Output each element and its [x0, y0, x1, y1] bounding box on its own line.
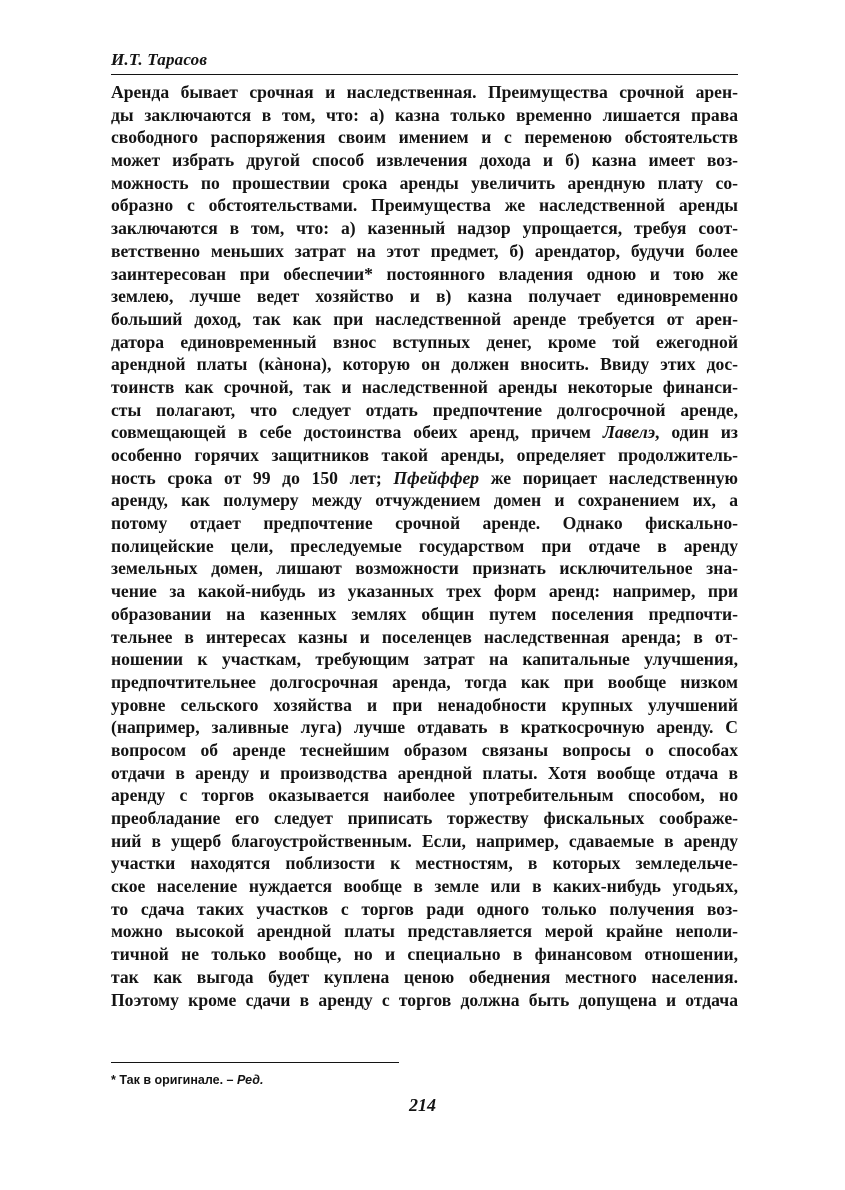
text-line: тоинств как срочной, так и наследственной аренды некоторые финанси- [111, 376, 738, 397]
text-line: ний в ущерб благоустройственным. Если, например, сдаваемые в аренду [111, 830, 738, 851]
footnote-editor: Ред. [236, 1073, 264, 1087]
text-line: сты полагают, что следует отдать предпочтение долгосрочной аренде, [111, 399, 738, 420]
text-line: ношении к участкам, требующим затрат на капитальные улучшения, [111, 649, 738, 670]
italic-name: Лавелэ [602, 422, 656, 443]
text-line: заинтересован при обеспечии* постоянного владения одною и тою же [111, 263, 738, 284]
text-line: датора единовременный взнос вступных денег, кроме той ежегодной [111, 331, 738, 352]
text-line: (например, заливные луга) лучше отдавать в краткосрочную аренду. С [111, 717, 738, 738]
text-line: особенно горячих защитников такой аренды, определяет продолжитель- [111, 445, 738, 465]
page-number: 214 [409, 1095, 436, 1115]
text-line: потому отдает предпочтение срочной аренде. Однако фискально- [111, 513, 738, 534]
text-line: заключаются в том, что: а) казенный надзор упрощается, требуя соот- [111, 218, 738, 239]
text-line: образовании на казенных землях общин путем поселения предпочти- [111, 603, 738, 624]
text-line: образно с обстоятельствами. Преимущества же наследственной аренды [111, 195, 738, 216]
text-line: ность срока от 99 до 150 лет; Пфейффер же порицает наследственную [111, 467, 739, 488]
text-line: можность по прошествии срока аренды увеличить арендную плату со- [111, 172, 738, 193]
footnote-rule [111, 1062, 399, 1063]
header-rule [111, 74, 738, 75]
text-line: земельных домен, лишают возможности признать исключительное зна- [111, 558, 738, 579]
text-line: то сдача таких участков с торгов ради одного только получения воз- [111, 898, 738, 919]
text-line: можно высокой арендной платы представляется мерой крайне неполи- [111, 921, 738, 942]
italic-name: Пфейффер [393, 467, 480, 488]
text-line: больший доход, так как при наследственной аренде требуется от арен- [111, 308, 738, 329]
text-line: свободного распоряжения своим имением и с переменою обстоятельств [111, 127, 738, 148]
text-line: предпочтительнее долгосрочная аренда, тогда как при вообще низком [111, 671, 738, 692]
text-line: тельнее в интересах казны и поселенцев наследственная аренда; в от- [111, 626, 738, 647]
text-line: ское население нуждается вообще в земле или в каких-нибудь угодьях, [111, 876, 738, 897]
text-line: тичной не только вообще, но и специально в финансовом отношении, [111, 944, 738, 965]
text-line: преобладание его следует приписать торжеству фискальных соображе- [111, 808, 738, 828]
text-line: полицейские цели, преследуемые государством при отдаче в аренду [111, 535, 738, 556]
body-text [111, 81, 738, 1011]
text-line: так как выгода будет куплена ценою обеднения местного населения. [111, 966, 738, 987]
text-line: отдачи в аренду и производства арендной платы. Хотя вообще отдача в [111, 762, 738, 783]
text-line: чение за какой-нибудь из указанных трех форм аренд: например, при [111, 581, 738, 602]
text-line: вопросом об аренде теснейшим образом связаны вопросы о способах [111, 739, 738, 760]
text-line: ветственно меньших затрат на этот предмет, б) арендатор, будучи более [111, 240, 738, 261]
text-line: Поэтому кроме сдачи в аренду с торгов должна быть допущена и отдача [111, 989, 738, 1010]
text-line: аренду, как полумеру между отчуждением домен и сохранением их, а [111, 490, 738, 511]
text-line: аренду с торгов оказывается наиболее употребительным способом, но [111, 785, 738, 806]
text-line: уровне сельского хозяйства и при ненадобности крупных улучшений [111, 694, 738, 715]
text-line: землею, лучше ведет хозяйство и в) казна получает единовременно [111, 286, 738, 307]
footnote-text: Так в оригинале. – [115, 1073, 237, 1087]
footnote [111, 1073, 263, 1087]
running-title: И.Т. Тарасов [111, 50, 208, 69]
text-line: участки находятся поблизости к местностям, в которых земледельче- [111, 853, 738, 874]
text-line: ды заключаются в том, что: а) казна только временно лишается права [111, 104, 738, 125]
footnote-marker: * [111, 1073, 116, 1087]
text-line: арендной платы (кàнона), которую он должен вносить. Ввиду этих дос- [111, 354, 738, 375]
text-line: Аренда бывает срочная и наследственная. Преимущества срочной арен- [111, 82, 738, 102]
text-line: совмещающей в себе достоинства обеих аренд, причем Лавелэ, один из [111, 422, 738, 443]
text-line: может избрать другой способ извлечения дохода и б) казна имеет воз- [111, 150, 738, 171]
